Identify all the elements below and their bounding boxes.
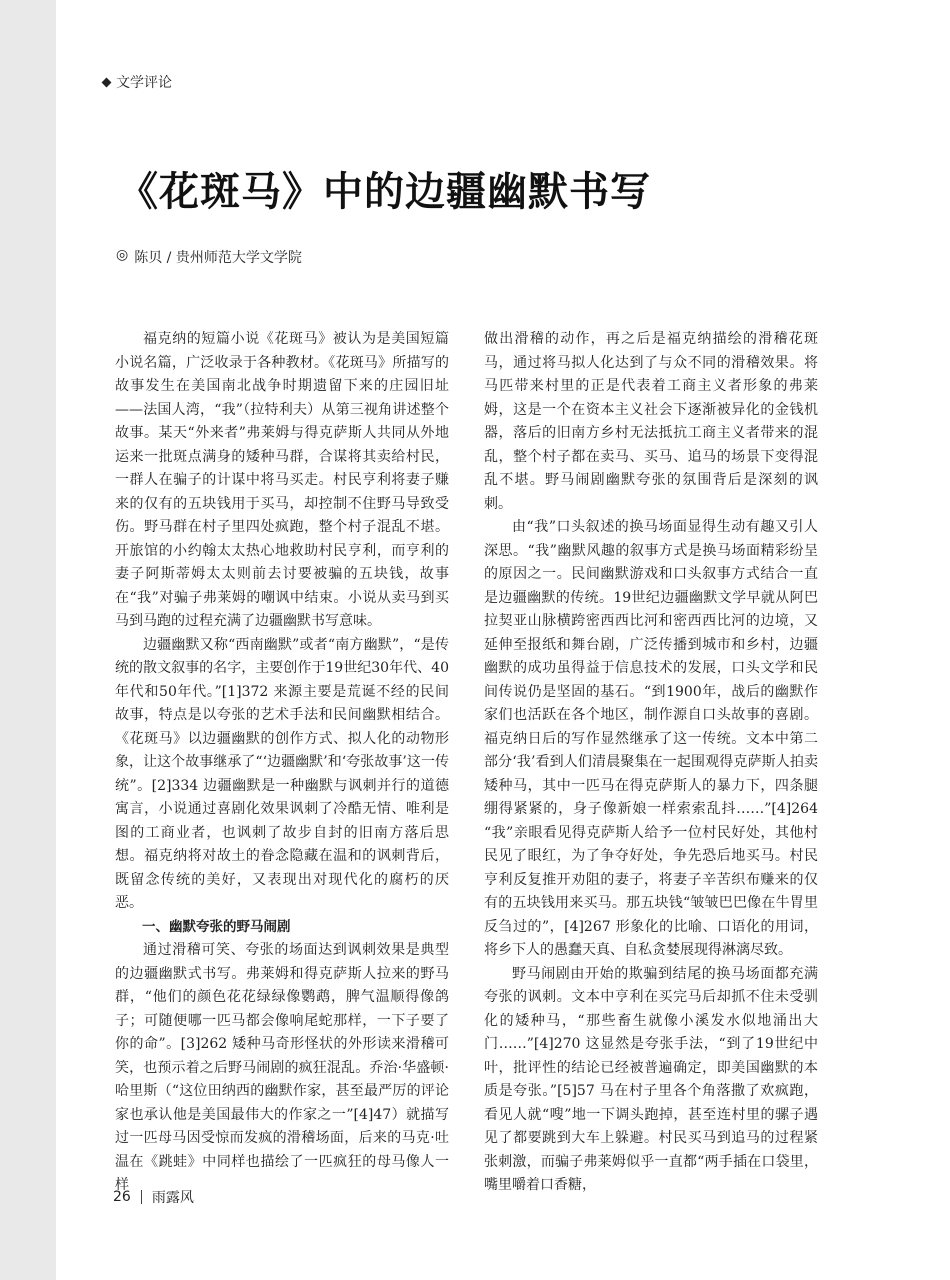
paragraph: 通过滑稽可笑、夸张的场面达到讽刺效果是典型的边疆幽默式书写。弗莱姆和得克萨斯人拉来的野马群，“他们的颜色花花绿绿像鹦鹉，脾气温顺得像鸽子；可随便哪一匹马都会像响尾蛇那样，一下子要了你的命”。[3]262 矮种马奇形怪状的外形读来滑稽可笑，也预示着之后野马闹剧的疯狂混乱。乔治·华盛顿·哈里斯（“这位田纳西的幽默作家，甚至最严厉的评论家也承认他是美国最伟大的作家之一”[4]47）就描写过一匹母马因受惊而发疯的滑稽场面，后来的马克·吐温在《跳蛙》中同样也描绘了一匹疯狂的母马像人一样 <box>115 942 449 1193</box>
footer-divider <box>141 1190 142 1204</box>
diamond-icon <box>102 77 112 87</box>
paragraph-continued: 做出滑稽的动作，再之后是福克纳描绘的滑稽花斑马，通过将马拟人化达到了与众不同的滑稽效果。将马匹带来村里的正是代表着工商主义者形象的弗莱姆，这是一个在资本主义社会下逐渐被异化的金钱机器，落后的旧南方乡村无法抵抗工商主义者带来的混乱，整个村子都在卖马、买马、追马的场景下变得混乱不堪。野马闹剧幽默夸张的氛围背后是深刻的讽刺。 <box>484 331 818 512</box>
page-footer <box>113 1187 194 1207</box>
section-heading: 一、幽默夸张的野马闹剧 <box>142 918 291 935</box>
article-title: 《花斑马》中的边疆幽默书写 <box>118 169 651 215</box>
byline-text: 陈贝 / 贵州师范大学文学院 <box>134 250 302 266</box>
left-column <box>115 328 449 1198</box>
paragraph: 边疆幽默又称“西南幽默”或者“南方幽默”，“是传统的散文叙事的名字，主要创作于19世纪30年代、40年代和50年代。”[1]372 来源主要是荒诞不经的民间故事，特点是以夸张的艺术手法和民间幽默相结合。《花斑马》以边疆幽默的创作方式、拟人化的动物形象，让这个故事继承了“‘边疆幽默’和‘夸张故事’这一传统”。[2]334 边疆幽默是一种幽默与讽刺并行的道德寓言，小说通过喜剧化效果讽刺了冷酷无情、唯利是图的工商业者，也讽刺了故步自封的旧南方落后思想。福克纳将对故土的眷念隐藏在温和的讽刺背后，既留念传统的美好，又表现出对现代化的腐朽的厌恶。 <box>115 636 449 911</box>
paragraph: 野马闹剧由开始的欺骗到结尾的换马场面都充满夸张的讽刺。文本中亨利在买完马后却抓不住未受驯化的矮种马，“那些畜生就像小溪发水似地涌出大门……”[4]270 这显然是夸张手法，“到了19世纪中叶，批评性的结论已经被普遍确定，即美国幽默的本质是夸张。”[5]57 马在村子里各个角落撒了欢疯跑，看见人就“嗖”地一下调头跑掉，甚至连村里的骡子遇见了都要跳到大车上躲避。村民买马到追马的过程紧张刺激，而骗子弗莱姆似乎一直都“两手插在口袋里，嘴里嚼着口香糖， <box>484 965 818 1193</box>
section-tag-label: 文学评论 <box>116 75 172 91</box>
byline-symbol-icon: ◎ <box>116 247 129 263</box>
magazine-name: 雨露风 <box>151 1190 194 1206</box>
section-tag <box>103 72 172 92</box>
byline <box>116 247 302 267</box>
page-number: 26 <box>113 1189 131 1205</box>
paragraph: 福克纳的短篇小说《花斑马》被认为是美国短篇小说名篇，广泛收录于各种教材。《花斑马》所描写的故事发生在美国南北战争时期遗留下来的庄园旧址——法国人湾，“我”（拉特利夫）从第三视角讲述整个故事。某天“外来者”弗莱姆与得克萨斯人共同从外地运来一批斑点满身的矮种马群，合谋将其卖给村民，一群人在骗子的计谋中将马买走。村民亨利将妻子赚来的仅有的五块钱用于买马，却控制不住野马导致受伤。野马群在村子里四处疯跑，整个村子混乱不堪。开旅馆的小约翰太太热心地救助村民亨利，而亨利的妻子阿斯蒂姆太太则前去讨要被骗的五块钱，故事在“我”对骗子弗莱姆的嘲讽中结束。小说从卖马到买马到马跑的过程充满了边疆幽默书写意味。 <box>115 331 449 629</box>
page-gutter <box>0 0 56 1280</box>
paragraph: 由“我”口头叙述的换马场面显得生动有趣又引人深思。“我”幽默风趣的叙事方式是换马场面精彩纷呈的原因之一。民间幽默游戏和口头叙事方式结合一直是边疆幽默的传统。19世纪边疆幽默文学早就从阿巴拉契亚山脉横跨密西西比河和密西西比河的边境，又延伸至报纸和舞台剧，广泛传播到城市和乡村，边疆幽默的成功虽得益于信息技术的发展，口头文学和民间传说仍是坚固的基石。“到1900年，战后的幽默作家们也活跃在各个地区，制作源自口头故事的喜剧。福克纳日后的写作显然继承了这一传统。文本中第二部分‘我’看到人们清晨聚集在一起围观得克萨斯人拍卖矮种马，其中一匹马在得克萨斯人的暴力下，四条腿绷得紧紧的，身子像新娘一样索索乱抖……”[4]264 “我”亲眼看见得克萨斯人给予一位村民好处，其他村民见了眼红，为了争夺好处，争先恐后地买马。村民亨利反复推开劝阻的妻子，将妻子辛苦织布赚来的仅有的五块钱用来买马。那五块钱“皱皱巴巴像在牛胃里反刍过的”，[4]267 形象化的比喻、口语化的用词，将乡下人的愚蠢天真、自私贪婪展现得淋漓尽致。 <box>484 519 818 958</box>
right-column <box>484 328 818 1198</box>
